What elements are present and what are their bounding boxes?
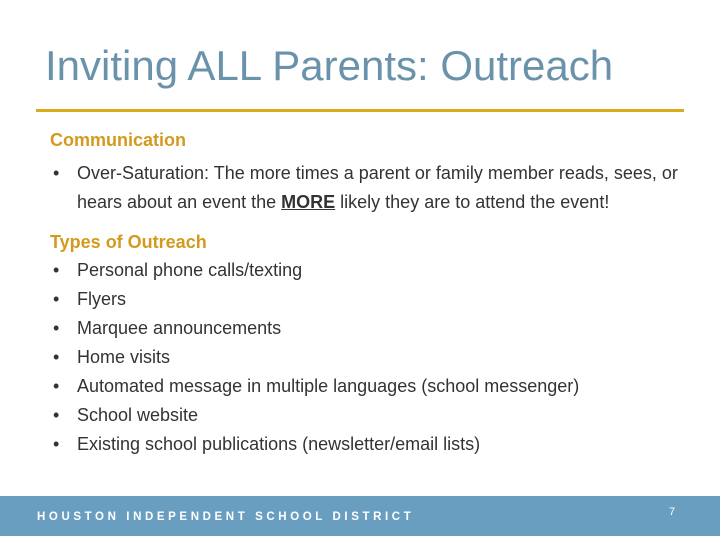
- list-item: [50, 159, 690, 217]
- outreach-item-label: Marquee announcements: [77, 318, 282, 338]
- bullet-marker: •: [53, 163, 60, 183]
- footer-organization: HOUSTON INDEPENDENT SCHOOL DISTRICT: [37, 511, 415, 523]
- bullet-marker: •: [53, 347, 60, 367]
- outreach-list: [50, 256, 690, 459]
- title-underline: [36, 109, 684, 112]
- bullet-marker: •: [53, 434, 60, 454]
- outreach-item-label: Home visits: [77, 347, 171, 367]
- communication-text-before: Over-Saturation: The more times a parent or family member reads, sees, or hears about an event the: [77, 163, 678, 212]
- outreach-item-label: Personal phone calls/texting: [77, 260, 303, 280]
- list-item: [50, 372, 690, 401]
- communication-list: [50, 159, 690, 217]
- bullet-marker: •: [53, 318, 60, 338]
- bullet-marker: •: [53, 289, 60, 309]
- bullet-marker: •: [53, 405, 60, 425]
- outreach-item-label: Flyers: [77, 289, 126, 309]
- list-item: [50, 430, 690, 459]
- outreach-item-label: Automated message in multiple languages (school messenger): [77, 376, 580, 396]
- list-item: [50, 401, 690, 430]
- list-item: [50, 285, 690, 314]
- outreach-item-label: School website: [77, 405, 199, 425]
- footer-bar: [0, 496, 720, 536]
- outreach-item-label: Existing school publications (newsletter/email lists): [77, 434, 481, 454]
- bullet-marker: •: [53, 376, 60, 396]
- communication-heading: Communication: [50, 130, 187, 150]
- list-item: [50, 314, 690, 343]
- communication-text-after: likely they are to attend the event!: [335, 192, 610, 212]
- list-item: [50, 256, 690, 285]
- slide-title: Inviting ALL Parents: Outreach: [45, 42, 614, 89]
- bullet-marker: •: [53, 260, 60, 280]
- outreach-heading: Types of Outreach: [50, 232, 207, 252]
- list-item: [50, 343, 690, 372]
- page-number: 7: [669, 506, 676, 518]
- slide-body: [50, 127, 690, 459]
- emphasis-text: MORE: [281, 192, 336, 212]
